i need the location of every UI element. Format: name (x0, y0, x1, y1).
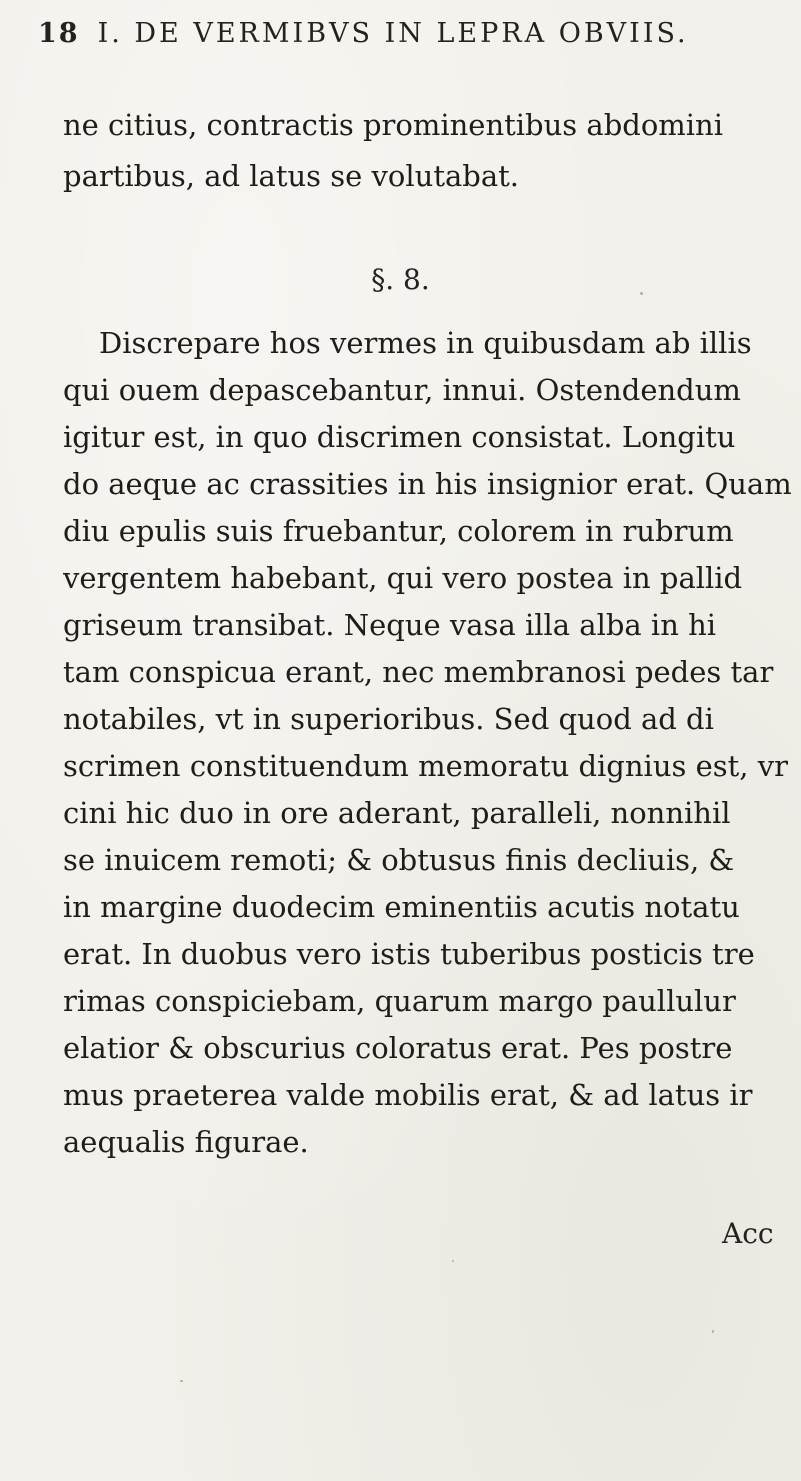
text-line: ne citius, contractis prominentibus abdomini (63, 108, 724, 142)
catchword: Acc (722, 1217, 774, 1250)
paper-speck (452, 1260, 454, 1262)
text-line: diu epulis suis fruebantur, colorem in rubrum (63, 514, 734, 548)
text-line: in margine duodecim eminentiis acutis notatu (63, 890, 740, 924)
text-line: scrimen constituendum memoratu dignius est, vr (63, 749, 788, 783)
section-heading: §. 8. (371, 263, 430, 296)
text-line: notabiles, vt in superioribus. Sed quod ad di (63, 702, 714, 736)
paper-speck (180, 1380, 183, 1382)
text-line: tam conspicua erant, nec membranosi pedes tar (63, 655, 774, 689)
text-line: elatior & obscurius coloratus erat. Pes postre (63, 1031, 733, 1065)
text-line: rimas conspiciebam, quarum margo paullulur (63, 984, 736, 1018)
running-title: I. DE VERMIBVS IN LEPRA OBVIIS. (97, 18, 689, 49)
text-line: griseum transibat. Neque vasa illa alba in hi (63, 608, 717, 642)
text-line: Discrepare hos vermes in quibusdam ab illis (99, 326, 752, 360)
running-head (38, 18, 801, 58)
text-line: igitur est, in quo discrimen consistat. Longitu (63, 420, 736, 454)
text-line: do aeque ac crassities in his insignior erat. Quam (63, 467, 792, 501)
text-line: mus praeterea valde mobilis erat, & ad latus ir (63, 1078, 753, 1112)
text-line: erat. In duobus vero istis tuberibus posticis tre (63, 937, 755, 971)
text-line: vergentem habebant, qui vero postea in pallid (63, 561, 743, 595)
paper-speck (712, 1330, 714, 1333)
text-line: aequalis figurae. (63, 1125, 309, 1159)
text-line: partibus, ad latus se volutabat. (63, 159, 519, 193)
text-line: cini hic duo in ore aderant, paralleli, nonnihil (63, 796, 731, 830)
paper-speck (640, 292, 643, 295)
text-line: se inuicem remoti; & obtusus finis decliuis, & (63, 843, 735, 877)
text-line: qui ouem depascebantur, innui. Ostendendum (63, 373, 741, 407)
page-number: 18 (38, 18, 80, 49)
